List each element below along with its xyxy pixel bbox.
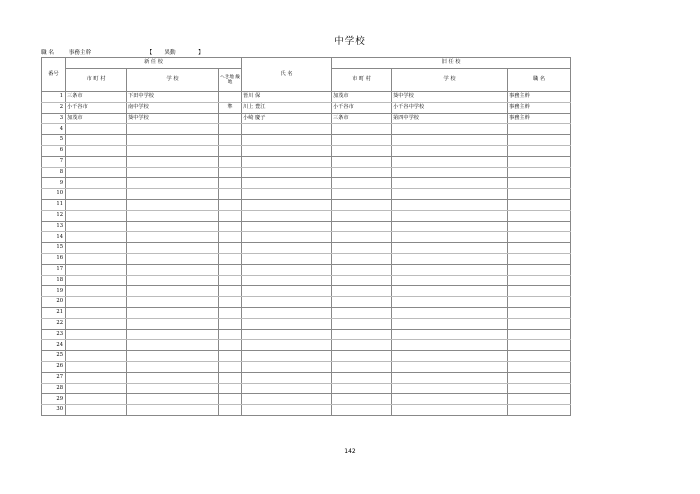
position-cell <box>508 221 571 232</box>
row-number: 29 <box>42 394 66 405</box>
new-school-cell <box>127 297 219 308</box>
old-school-cell <box>392 243 508 254</box>
name-cell <box>242 221 332 232</box>
remote-area-cell <box>219 135 242 146</box>
name-cell <box>242 318 332 329</box>
name-cell <box>242 189 332 200</box>
row-number: 17 <box>42 264 66 275</box>
old-city-cell <box>332 145 392 156</box>
new-city-cell <box>66 286 127 297</box>
new-school-cell <box>127 264 219 275</box>
row-number: 11 <box>42 199 66 210</box>
table-row <box>42 351 571 362</box>
new-city-cell <box>66 243 127 254</box>
remote-area-cell <box>219 92 242 103</box>
table-row <box>42 383 571 394</box>
name-cell <box>242 264 332 275</box>
new-school-cell <box>127 372 219 383</box>
table-row <box>42 92 571 103</box>
new-school-cell: 下田中学校 <box>127 92 219 103</box>
name-cell <box>242 383 332 394</box>
old-city-cell <box>332 243 392 254</box>
header-new-school: 新 任 校 <box>66 58 242 69</box>
remote-area-cell <box>219 156 242 167</box>
post-label: 職 名 <box>41 50 54 56</box>
old-school-cell <box>392 405 508 416</box>
old-school-cell <box>392 394 508 405</box>
row-number: 20 <box>42 297 66 308</box>
new-city-cell <box>66 124 127 135</box>
old-school-cell <box>392 264 508 275</box>
position-cell <box>508 124 571 135</box>
new-city-cell <box>66 135 127 146</box>
new-city-cell <box>66 221 127 232</box>
row-number: 15 <box>42 243 66 254</box>
remote-area-cell <box>219 405 242 416</box>
name-cell <box>242 286 332 297</box>
row-number: 14 <box>42 232 66 243</box>
old-school-cell <box>392 361 508 372</box>
remote-area-cell <box>219 286 242 297</box>
table-row <box>42 394 571 405</box>
table-row <box>42 340 571 351</box>
personnel-table <box>41 57 571 416</box>
position-cell <box>508 297 571 308</box>
remote-area-cell <box>219 361 242 372</box>
row-number: 18 <box>42 275 66 286</box>
old-school-cell <box>392 329 508 340</box>
remote-area-cell <box>219 264 242 275</box>
header-position: 職 名 <box>508 69 571 92</box>
new-city-cell <box>66 253 127 264</box>
old-city-cell <box>332 210 392 221</box>
new-city-cell <box>66 405 127 416</box>
header-new-school-name: 学 校 <box>127 69 219 92</box>
remote-area-cell <box>219 178 242 189</box>
new-school-cell <box>127 189 219 200</box>
old-city-cell <box>332 275 392 286</box>
name-cell <box>242 329 332 340</box>
table-row <box>42 372 571 383</box>
new-school-cell <box>127 253 219 264</box>
new-city-cell <box>66 318 127 329</box>
new-school-cell <box>127 124 219 135</box>
row-number: 12 <box>42 210 66 221</box>
new-school-cell <box>127 307 219 318</box>
old-school-cell: 第四中学校 <box>392 113 508 124</box>
name-cell <box>242 351 332 362</box>
name-cell <box>242 167 332 178</box>
old-school-cell: 小千谷中学校 <box>392 102 508 113</box>
new-school-cell <box>127 199 219 210</box>
old-city-cell <box>332 135 392 146</box>
old-school-cell <box>392 167 508 178</box>
name-cell <box>242 210 332 221</box>
old-city-cell: 小千谷市 <box>332 102 392 113</box>
position-cell <box>508 340 571 351</box>
remote-area-cell <box>219 318 242 329</box>
remote-area-cell <box>219 372 242 383</box>
table-row <box>42 113 571 124</box>
name-cell <box>242 253 332 264</box>
remote-area-cell <box>219 394 242 405</box>
new-school-cell <box>127 243 219 254</box>
table-row <box>42 361 571 372</box>
old-school-cell <box>392 135 508 146</box>
remote-area-cell <box>219 145 242 156</box>
old-city-cell <box>332 199 392 210</box>
old-city-cell <box>332 405 392 416</box>
position-cell: 事務主幹 <box>508 92 571 103</box>
remote-area-cell <box>219 351 242 362</box>
remote-area-cell <box>219 253 242 264</box>
name-cell <box>242 156 332 167</box>
row-number: 5 <box>42 135 66 146</box>
new-city-cell <box>66 372 127 383</box>
old-city-cell <box>332 253 392 264</box>
old-city-cell: 加茂市 <box>332 92 392 103</box>
row-number: 6 <box>42 145 66 156</box>
row-number: 13 <box>42 221 66 232</box>
position-cell <box>508 275 571 286</box>
row-number: 21 <box>42 307 66 318</box>
old-city-cell <box>332 361 392 372</box>
old-school-cell: 葵中学校 <box>392 92 508 103</box>
header-name: 氏 名 <box>242 58 332 92</box>
new-city-cell <box>66 232 127 243</box>
new-school-cell <box>127 178 219 189</box>
new-city-cell <box>66 199 127 210</box>
name-cell <box>242 307 332 318</box>
table-row <box>42 102 571 113</box>
row-number: 4 <box>42 124 66 135</box>
name-cell <box>242 405 332 416</box>
row-number: 3 <box>42 113 66 124</box>
header-old-city: 市 町 村 <box>332 69 392 92</box>
remote-area-cell <box>219 307 242 318</box>
row-number: 9 <box>42 178 66 189</box>
new-school-cell <box>127 329 219 340</box>
position-cell <box>508 178 571 189</box>
position-cell <box>508 189 571 200</box>
table-row <box>42 297 571 308</box>
position-cell <box>508 199 571 210</box>
new-city-cell <box>66 351 127 362</box>
old-city-cell: 三条市 <box>332 113 392 124</box>
table-row <box>42 243 571 254</box>
row-number: 22 <box>42 318 66 329</box>
old-school-cell <box>392 286 508 297</box>
old-city-cell <box>332 232 392 243</box>
old-school-cell <box>392 189 508 200</box>
row-number: 23 <box>42 329 66 340</box>
new-school-cell <box>127 394 219 405</box>
table-row <box>42 221 571 232</box>
name-cell <box>242 199 332 210</box>
remote-area-cell <box>219 275 242 286</box>
new-city-cell <box>66 189 127 200</box>
remote-area-cell <box>219 232 242 243</box>
old-city-cell <box>332 340 392 351</box>
name-cell <box>242 275 332 286</box>
name-cell: 小崎 慶子 <box>242 113 332 124</box>
position-cell <box>508 318 571 329</box>
new-school-cell <box>127 361 219 372</box>
old-city-cell <box>332 307 392 318</box>
table-row <box>42 318 571 329</box>
name-cell <box>242 178 332 189</box>
remote-area-cell <box>219 340 242 351</box>
new-city-cell <box>66 361 127 372</box>
table-row <box>42 210 571 221</box>
position-cell: 事務主幹 <box>508 113 571 124</box>
new-city-cell <box>66 178 127 189</box>
name-cell <box>242 340 332 351</box>
name-cell: 皆川 保 <box>242 92 332 103</box>
position-cell <box>508 210 571 221</box>
table-row <box>42 253 571 264</box>
row-number: 28 <box>42 383 66 394</box>
remote-area-cell <box>219 243 242 254</box>
new-city-cell: 加茂市 <box>66 113 127 124</box>
position-cell <box>508 351 571 362</box>
new-school-cell <box>127 318 219 329</box>
old-city-cell <box>332 221 392 232</box>
remote-area-cell <box>219 189 242 200</box>
old-school-cell <box>392 351 508 362</box>
new-school-cell <box>127 156 219 167</box>
table-row <box>42 135 571 146</box>
header-number: 番号 <box>42 58 66 92</box>
old-school-cell <box>392 210 508 221</box>
new-city-cell <box>66 307 127 318</box>
new-city-cell <box>66 264 127 275</box>
position-cell <box>508 307 571 318</box>
old-city-cell <box>332 167 392 178</box>
row-number: 26 <box>42 361 66 372</box>
table-row <box>42 405 571 416</box>
position-cell <box>508 383 571 394</box>
new-school-cell: 葵中学校 <box>127 113 219 124</box>
remote-area-cell <box>219 124 242 135</box>
position-cell <box>508 372 571 383</box>
old-city-cell <box>332 178 392 189</box>
remote-area-cell <box>219 113 242 124</box>
row-number: 19 <box>42 286 66 297</box>
row-number: 27 <box>42 372 66 383</box>
new-school-cell <box>127 135 219 146</box>
old-school-cell <box>392 253 508 264</box>
table-row <box>42 329 571 340</box>
name-cell <box>242 232 332 243</box>
old-school-cell <box>392 221 508 232</box>
old-city-cell <box>332 124 392 135</box>
old-school-cell <box>392 156 508 167</box>
table-row <box>42 156 571 167</box>
old-school-cell <box>392 145 508 156</box>
old-city-cell <box>332 351 392 362</box>
new-school-cell <box>127 340 219 351</box>
table-row <box>42 124 571 135</box>
new-city-cell <box>66 340 127 351</box>
position-cell <box>508 243 571 254</box>
old-school-cell <box>392 383 508 394</box>
remote-area-cell: 準 <box>219 102 242 113</box>
remote-area-cell <box>219 210 242 221</box>
page-title: 中学校 <box>334 36 366 47</box>
row-number: 24 <box>42 340 66 351</box>
new-school-cell <box>127 232 219 243</box>
name-cell <box>242 372 332 383</box>
old-school-cell <box>392 340 508 351</box>
old-school-cell <box>392 307 508 318</box>
old-city-cell <box>332 383 392 394</box>
old-school-cell <box>392 124 508 135</box>
new-city-cell <box>66 297 127 308</box>
old-city-cell <box>332 189 392 200</box>
new-school-cell <box>127 405 219 416</box>
position-cell <box>508 264 571 275</box>
name-cell <box>242 124 332 135</box>
position-cell <box>508 394 571 405</box>
row-number: 10 <box>42 189 66 200</box>
remote-area-cell <box>219 329 242 340</box>
table-row <box>42 264 571 275</box>
position-cell <box>508 232 571 243</box>
old-school-cell <box>392 275 508 286</box>
old-school-cell <box>392 297 508 308</box>
position-cell <box>508 135 571 146</box>
new-school-cell <box>127 351 219 362</box>
remote-area-cell <box>219 383 242 394</box>
new-city-cell <box>66 145 127 156</box>
position-cell: 事務主幹 <box>508 102 571 113</box>
name-cell <box>242 297 332 308</box>
new-school-cell <box>127 275 219 286</box>
table-row <box>42 307 571 318</box>
old-school-cell <box>392 318 508 329</box>
old-school-cell <box>392 199 508 210</box>
position-cell <box>508 361 571 372</box>
new-school-cell <box>127 210 219 221</box>
new-school-cell <box>127 221 219 232</box>
new-city-cell <box>66 167 127 178</box>
table-row <box>42 275 571 286</box>
header-old-school-name: 学 校 <box>392 69 508 92</box>
table-row <box>42 232 571 243</box>
new-school-cell <box>127 145 219 156</box>
bracket-close: 】 <box>198 50 204 56</box>
row-number: 7 <box>42 156 66 167</box>
new-school-cell <box>127 383 219 394</box>
name-cell <box>242 243 332 254</box>
header-new-city: 市 町 村 <box>66 69 127 92</box>
old-city-cell <box>332 318 392 329</box>
new-school-cell: 南中学校 <box>127 102 219 113</box>
table-row <box>42 167 571 178</box>
new-school-cell <box>127 167 219 178</box>
remote-area-cell <box>219 221 242 232</box>
row-number: 2 <box>42 102 66 113</box>
row-number: 25 <box>42 351 66 362</box>
page-number: 142 <box>344 448 356 455</box>
old-city-cell <box>332 329 392 340</box>
table-row <box>42 199 571 210</box>
old-city-cell <box>332 372 392 383</box>
name-cell <box>242 145 332 156</box>
header-remote-area: へき地 級 地 <box>219 69 242 92</box>
new-city-cell <box>66 329 127 340</box>
name-cell <box>242 394 332 405</box>
row-number: 8 <box>42 167 66 178</box>
new-city-cell <box>66 394 127 405</box>
row-number: 16 <box>42 253 66 264</box>
position-cell <box>508 167 571 178</box>
meta-line <box>41 48 204 56</box>
table-row <box>42 178 571 189</box>
new-city-cell <box>66 156 127 167</box>
bracket-open: 【 <box>146 50 153 56</box>
post-value: 事務主幹 <box>68 50 92 56</box>
new-school-cell <box>127 286 219 297</box>
name-cell <box>242 361 332 372</box>
old-school-cell <box>392 232 508 243</box>
table-row <box>42 145 571 156</box>
new-city-cell: 小千谷市 <box>66 102 127 113</box>
row-number: 1 <box>42 92 66 103</box>
new-city-cell <box>66 383 127 394</box>
name-cell: 川上 豊江 <box>242 102 332 113</box>
header-old-school: 旧 任 校 <box>332 58 571 69</box>
old-school-cell <box>392 372 508 383</box>
position-cell <box>508 253 571 264</box>
new-city-cell <box>66 210 127 221</box>
position-cell <box>508 405 571 416</box>
position-cell <box>508 156 571 167</box>
remote-area-cell <box>219 199 242 210</box>
remote-area-cell <box>219 297 242 308</box>
transfer-label: 異動 <box>164 50 176 56</box>
row-number: 30 <box>42 405 66 416</box>
old-city-cell <box>332 297 392 308</box>
position-cell <box>508 329 571 340</box>
old-city-cell <box>332 264 392 275</box>
old-city-cell <box>332 286 392 297</box>
table-row <box>42 286 571 297</box>
position-cell <box>508 286 571 297</box>
new-city-cell: 三条市 <box>66 92 127 103</box>
new-city-cell <box>66 275 127 286</box>
old-city-cell <box>332 156 392 167</box>
old-school-cell <box>392 178 508 189</box>
old-city-cell <box>332 394 392 405</box>
name-cell <box>242 135 332 146</box>
remote-area-cell <box>219 167 242 178</box>
position-cell <box>508 145 571 156</box>
table-row <box>42 189 571 200</box>
